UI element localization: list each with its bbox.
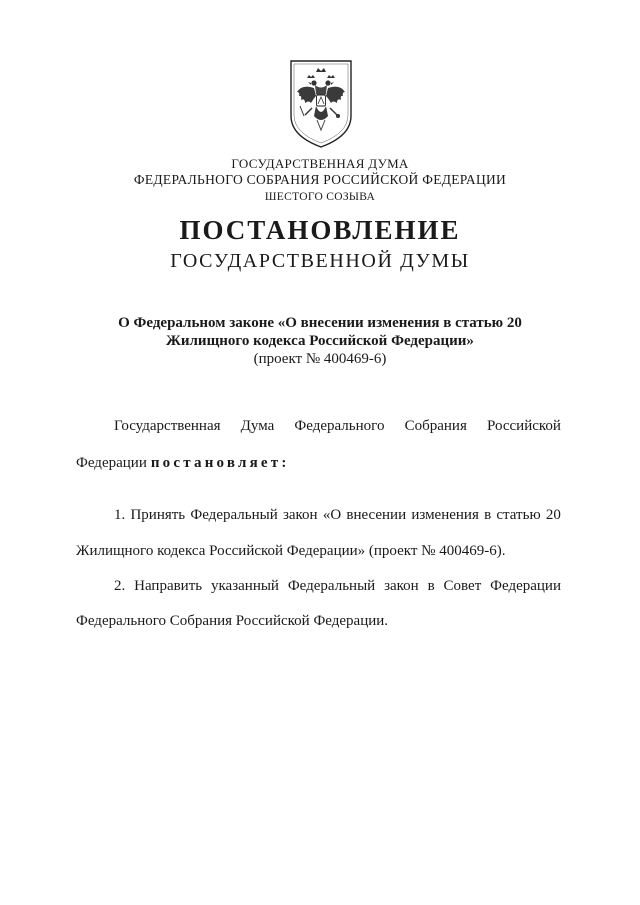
document-subtitle: ГОСУДАРСТВЕННОЙ ДУМЫ	[170, 250, 470, 272]
item-word: Направить	[134, 578, 203, 594]
item-word: 2.	[114, 578, 126, 594]
preamble-line-1	[114, 416, 561, 436]
preamble-word: Собрания	[404, 418, 467, 434]
item-word: Федеральный	[190, 507, 278, 523]
header-line-federal-assembly: ФЕДЕРАЛЬНОГО СОБРАНИЯ РОССИЙСКОЙ ФЕДЕРАЦИИ	[133, 172, 507, 187]
item-word: 1.	[114, 507, 126, 523]
item-word: внесении	[346, 507, 407, 523]
preamble-word: Дума	[240, 418, 275, 434]
item-1-line-1	[114, 505, 561, 525]
item-word: изменения	[411, 507, 479, 523]
item-word: указанный	[210, 578, 279, 594]
item-word: «О	[322, 507, 342, 523]
item-word: статью	[496, 507, 541, 523]
preamble-word: Государственная	[114, 418, 221, 434]
item-word: закон	[384, 578, 419, 594]
subject-line-1: О Федеральном законе «О внесении изменения в статью 20	[118, 315, 522, 331]
project-number: (проект № 400469-6)	[253, 351, 387, 367]
item-word: Принять	[130, 507, 186, 523]
item-2-line-2: Федерального Собрания Российской Федерации.	[76, 613, 389, 629]
item-word: Федерации	[490, 578, 561, 594]
item-word: 20	[545, 507, 561, 523]
coat-of-arms-emblem	[288, 58, 354, 150]
preamble-line-2	[76, 453, 290, 473]
preamble-word: Федерального	[294, 418, 385, 434]
item-2-line-1	[114, 576, 561, 596]
subject-line-2: Жилищного кодекса Российской Федерации»	[166, 333, 474, 349]
header-line-convocation: ШЕСТОГО СОЗЫВА	[264, 191, 376, 203]
preamble-word: Российской	[487, 418, 561, 434]
item-word: Федеральный	[287, 578, 376, 594]
item-word: закон	[282, 507, 318, 523]
resolves-word: постановляет:	[150, 455, 290, 471]
item-word: в	[427, 578, 435, 594]
item-word: Совет	[443, 578, 482, 594]
header-line-duma: ГОСУДАРСТВЕННАЯ ДУМА	[231, 156, 409, 171]
document-title: ПОСТАНОВЛЕНИЕ	[179, 215, 461, 245]
preamble-text: Федерации	[76, 455, 147, 471]
item-1-line-2: Жилищного кодекса Российской Федерации» (проект № 400469-6).	[76, 543, 506, 559]
item-word: в	[484, 507, 492, 523]
